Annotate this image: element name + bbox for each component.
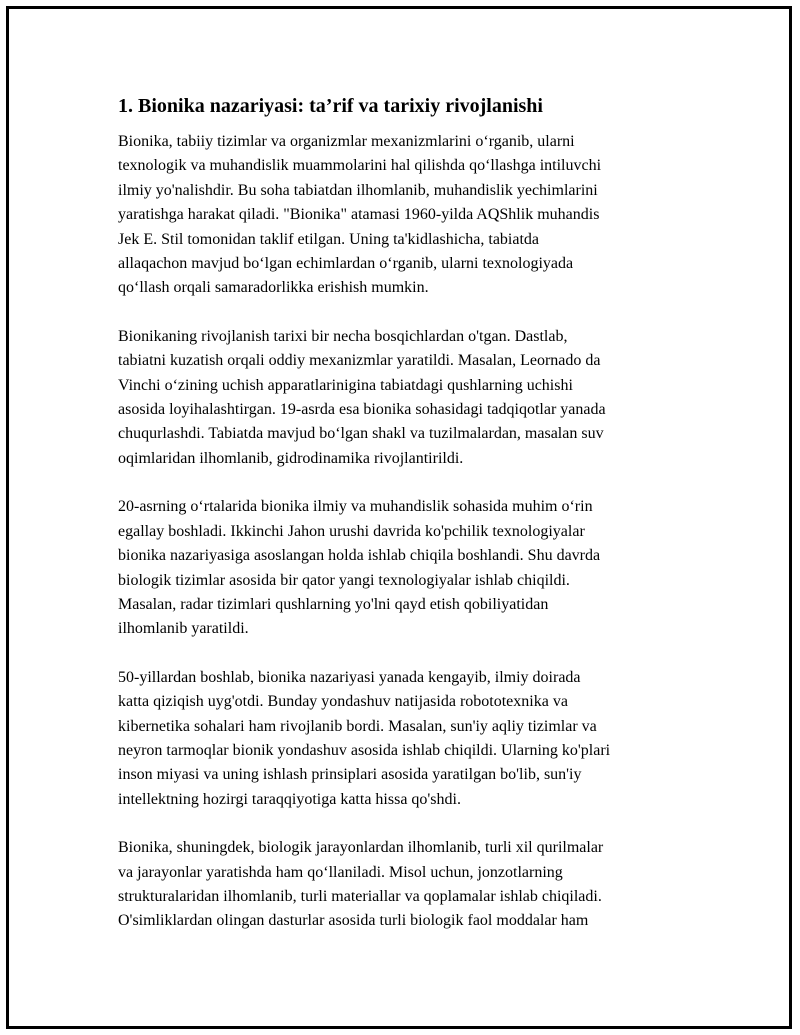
text-line: asosida loyihalashtirgan. 19-asrda esa bionika sohasidagi tadqiqotlar yanada bbox=[118, 401, 606, 419]
text-line: texnologik va muhandislik muammolarini hal qilishda qo‘llashga intiluvchi bbox=[118, 157, 602, 175]
text-line: Bionikaning rivojlanish tarixi bir necha bosqichlardan o'tgan. Dastlab, bbox=[118, 327, 568, 345]
paragraph-history bbox=[118, 325, 698, 471]
paragraph-1950s bbox=[118, 666, 698, 812]
text-line: chuqurlashdi. Tabiatda mavjud bo‘lgan shakl va tuzilmalardan, masalan suv bbox=[118, 425, 604, 443]
section-heading: 1. Bionika nazariyasi: ta’rif va tarixiy rivojlanishi bbox=[118, 95, 543, 117]
text-line: strukturalaridan ilhomlanib, turli materiallar va qoplamalar ishlab chiqiladi. bbox=[118, 887, 602, 905]
text-line: biologik tizimlar asosida bir qator yangi texnologiyalar ishlab chiqildi. bbox=[118, 571, 570, 589]
text-line: yaratishga harakat qiladi. "Bionika" atamasi 1960-yilda AQShlik muhandis bbox=[118, 206, 600, 224]
text-line: Masalan, radar tizimlari qushlarning yo'lni qayd etish qobiliyatidan bbox=[118, 595, 549, 613]
text-line: Bionika, shuningdek, biologik jarayonlardan ilhomlanib, turli xil qurilmalar bbox=[118, 839, 604, 857]
text-line: tabiatni kuzatish orqali oddiy mexanizmlar yaratildi. Masalan, Leornado da bbox=[118, 352, 601, 370]
text-line: va jarayonlar yaratishda ham qo‘llaniladi. Misol uchun, jonzotlarning bbox=[118, 863, 563, 881]
text-line: O'simliklardan olingan dasturlar asosida turli biologik faol moddalar ham bbox=[118, 912, 589, 930]
text-line: 50-yillardan boshlab, bionika nazariyasi yanada kengayib, ilmiy doirada bbox=[118, 668, 581, 686]
paragraph-applications bbox=[118, 836, 698, 934]
paragraph-definition bbox=[118, 130, 698, 301]
text-line: allaqachon mavjud bo‘lgan echimlardan o‘rganib, ularni texnologiyada bbox=[118, 255, 574, 273]
text-line: Vinchi o‘zining uchish apparatlarinigina tabiatdagi qushlarning uchishi bbox=[118, 376, 573, 394]
text-line: neyron tarmoqlar bionik yondashuv asosida ishlab chiqildi. Ularning ko'plari bbox=[118, 741, 611, 759]
text-line: bionika nazariyasiga asoslangan holda ishlab chiqila boshlandi. Shu davrda bbox=[118, 547, 601, 565]
text-line: 20-asrning o‘rtalarida bionika ilmiy va muhandislik sohasida muhim o‘rin bbox=[118, 498, 593, 516]
text-line: oqimlaridan ilhomlanib, gidrodinamika rivojlantirildi. bbox=[118, 449, 464, 467]
text-line: qo‘llash orqali samaradorlikka erishish mumkin. bbox=[118, 279, 429, 297]
text-line: kibernetika sohalari ham rivojlanib bordi. Masalan, sun'iy aqliy tizimlar va bbox=[118, 717, 597, 735]
text-line: egallay boshladi. Ikkinchi Jahon urushi davrida ko'pchilik texnologiyalar bbox=[118, 522, 585, 540]
text-line: Jek E. Stil tomonidan taklif etilgan. Uning ta'kidlashicha, tabiatda bbox=[118, 230, 540, 248]
text-line: ilmiy yo'nalishdir. Bu soha tabiatdan ilhomlanib, muhandislik yechimlarini bbox=[118, 181, 598, 199]
document-body bbox=[118, 92, 698, 958]
text-line: inson miyasi va uning ishlash prinsiplari asosida yaratilgan bo'lib, sun'iy bbox=[118, 766, 582, 784]
text-line: ilhomlanib yaratildi. bbox=[118, 620, 249, 638]
paragraph-20th-century bbox=[118, 495, 698, 641]
text-line: katta qiziqish uyg'otdi. Bunday yondashuv natijasida robototexnika va bbox=[118, 693, 568, 711]
text-line: intellektning hozirgi taraqqiyotiga katta hissa qo'shdi. bbox=[118, 790, 461, 808]
text-line: Bionika, tabiiy tizimlar va organizmlar mexanizmlarini o‘rganib, ularni bbox=[118, 133, 575, 150]
